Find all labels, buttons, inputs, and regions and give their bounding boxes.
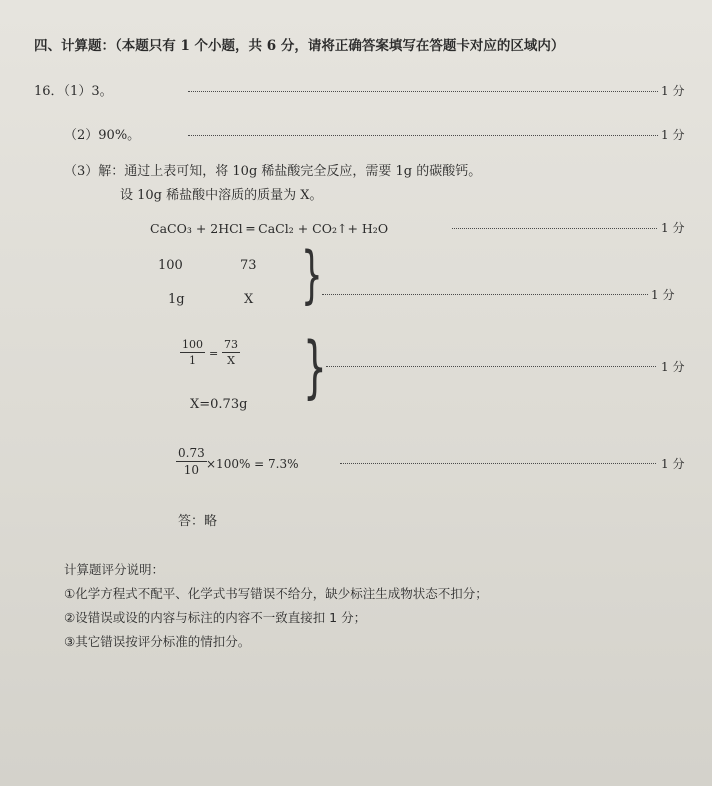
ratio-bottom-left: 1g: [168, 292, 185, 307]
note-item: ③其它错误按评分标准的情扣分。: [64, 634, 251, 649]
section-title: 四、计算题：（本题只有 1 个小题，共 6 分，请将正确答案填写在答题卡对应的区域内）: [34, 38, 565, 54]
dotted-leader: [340, 463, 656, 464]
question-16-part3-line2: 设 10g 稀盐酸中溶质的质量为 X。: [120, 188, 323, 203]
chemical-equation: CaCO₃ + 2HCl ═ CaCl₂ + CO₂↑+ H₂O: [150, 221, 389, 236]
fraction-0.73-over-10: [176, 446, 207, 477]
fraction-numerator: 0.73: [178, 446, 205, 460]
fraction-denominator: 1: [189, 354, 196, 367]
question-16-part1: 16．（1）3。: [34, 84, 113, 99]
score-mark: 1 分: [661, 128, 685, 142]
score-mark: 1 分: [661, 84, 685, 98]
dotted-leader: [188, 91, 658, 92]
score-mark: 1 分: [661, 457, 685, 471]
question-16-part2: （2）90%。: [64, 128, 141, 143]
score-mark: 1 分: [661, 221, 685, 235]
fraction-numerator: 100: [182, 338, 203, 351]
note-item: ②设错误或设的内容与标注的内容不一致直接扣 1 分；: [64, 610, 367, 625]
fraction-denominator: 10: [183, 463, 199, 477]
right-brace: }: [303, 328, 327, 407]
equals-sign: =: [209, 347, 219, 360]
percentage-calculation: ×100% = 7.3%: [206, 457, 299, 471]
score-mark: 1 分: [661, 360, 685, 374]
ratio-bottom-right: X: [244, 292, 254, 307]
note-item: ①化学方程式不配平、化学式书写错误不给分，缺少标注生成物状态不扣分；: [64, 586, 488, 601]
answer-line: 答：略: [178, 514, 218, 529]
x-result: X=0.73g: [190, 397, 248, 412]
right-brace: }: [301, 238, 323, 311]
fraction-numerator: 73: [224, 338, 238, 351]
fraction-73-over-x: [222, 338, 240, 367]
question-16-part3-line1: （3）解：通过上表可知，将 10g 稀盐酸完全反应，需要 1g 的碳酸钙。: [64, 164, 482, 179]
dotted-leader: [188, 135, 658, 136]
dotted-leader: [326, 366, 656, 367]
dotted-leader: [322, 294, 648, 295]
fraction-denominator: X: [227, 354, 235, 367]
dotted-leader: [452, 228, 657, 229]
ratio-top-right: 73: [240, 258, 257, 273]
notes-title: 计算题评分说明：: [64, 562, 165, 577]
score-mark: 1 分: [651, 288, 675, 302]
fraction-100-over-1: [180, 338, 205, 367]
ratio-top-left: 100: [158, 258, 183, 273]
